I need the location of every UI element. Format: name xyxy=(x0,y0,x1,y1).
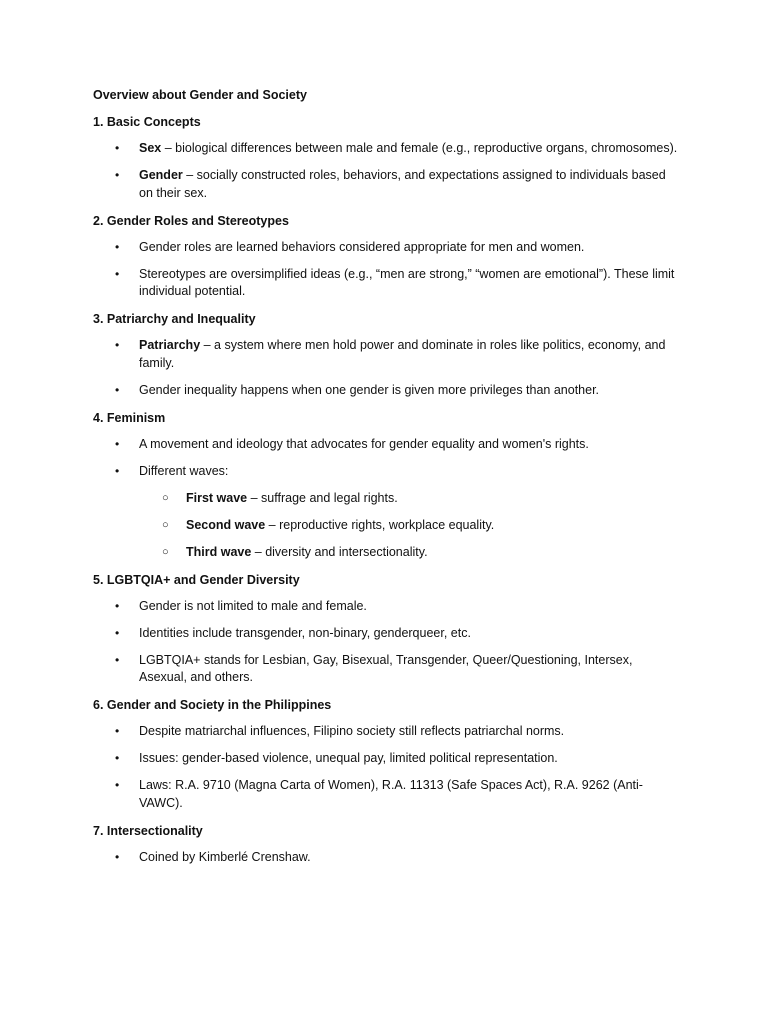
bullet-icon: • xyxy=(115,751,120,765)
bullet-icon: • xyxy=(115,382,120,397)
document-body xyxy=(93,86,683,876)
bullet-icon: • xyxy=(115,625,120,640)
list-item xyxy=(93,436,683,454)
section-heading: 6. Gender and Society in the Philippines xyxy=(93,698,332,712)
sections-container xyxy=(93,113,683,866)
list-item xyxy=(93,463,683,481)
item-text: Different waves: xyxy=(139,463,229,478)
item-text: A movement and ideology that advocates for gender equality and women's rights. xyxy=(139,436,589,451)
section-heading: 5. LGBTQIA+ and Gender Diversity xyxy=(93,572,300,587)
item-text: LGBTQIA+ stands for Lesbian, Gay, Bisexual, Transgender, Queer/Questioning, Intersex, Asexual, and others. xyxy=(139,652,633,684)
list-item xyxy=(93,625,683,643)
section-heading: 4. Feminism xyxy=(93,410,166,425)
item-text: Identities include transgender, non-binary, genderqueer, etc. xyxy=(139,625,471,640)
list-item xyxy=(93,266,683,301)
term-label: First wave xyxy=(186,490,248,505)
sub-list-item xyxy=(93,544,683,562)
bullet-icon: • xyxy=(115,239,120,254)
bullet-list xyxy=(93,723,683,812)
sub-list-item xyxy=(93,517,683,535)
list-item xyxy=(93,849,683,867)
item-text: Issues: gender-based violence, unequal pay, limited political representation. xyxy=(139,751,558,765)
bullet-icon: • xyxy=(115,168,120,182)
bullet-list xyxy=(93,598,683,687)
list-item xyxy=(93,652,683,687)
item-text: Despite matriarchal influences, Filipino society still reflects patriarchal norms. xyxy=(139,724,565,738)
list-item xyxy=(93,140,683,158)
bullet-icon: • xyxy=(115,724,120,738)
item-text: – biological differences between male and female (e.g., reproductive organs, chromosomes). xyxy=(161,141,678,155)
item-text: – suffrage and legal rights. xyxy=(247,490,398,505)
list-item xyxy=(93,239,683,257)
item-text: Laws: R.A. 9710 (Magna Carta of Women), R.A. 11313 (Safe Spaces Act), R.A. 9262 (Anti-VAWC). xyxy=(139,778,643,810)
item-text: Gender is not limited to male and female. xyxy=(139,598,367,613)
term-label: Gender xyxy=(139,168,183,182)
bullet-icon: • xyxy=(115,652,120,667)
section-heading: 7. Intersectionality xyxy=(93,823,203,838)
list-item xyxy=(93,723,683,741)
bullet-list xyxy=(93,436,683,562)
sub-list-item xyxy=(93,490,683,508)
bullet-icon: • xyxy=(115,266,120,281)
list-item xyxy=(93,382,683,400)
bullet-list xyxy=(93,337,683,399)
sub-bullet-list xyxy=(93,490,683,562)
item-text: – diversity and intersectionality. xyxy=(251,544,428,559)
term-label: Patriarchy xyxy=(139,338,201,352)
list-item xyxy=(93,750,683,768)
bullet-list xyxy=(93,140,683,202)
item-text: – a system where men hold power and dominate in roles like politics, economy, and family. xyxy=(139,338,666,370)
item-text: Coined by Kimberlé Crenshaw. xyxy=(139,849,311,864)
circle-bullet-icon: ○ xyxy=(162,545,169,558)
bullet-icon: • xyxy=(115,338,120,352)
list-item xyxy=(93,337,683,372)
section-heading: 3. Patriarchy and Inequality xyxy=(93,312,256,326)
item-text: Gender inequality happens when one gender is given more privileges than another. xyxy=(139,382,600,397)
term-label: Sex xyxy=(139,141,162,155)
bullet-list xyxy=(93,849,683,867)
item-text: Stereotypes are oversimplified ideas (e.g., “men are strong,” “women are emotional”). These limit individual potential. xyxy=(139,266,675,298)
bullet-icon: • xyxy=(115,436,120,451)
section-heading: 2. Gender Roles and Stereotypes xyxy=(93,213,289,228)
list-item xyxy=(93,777,683,812)
circle-bullet-icon: ○ xyxy=(162,518,169,531)
bullet-icon: • xyxy=(115,598,120,613)
item-text: – reproductive rights, workplace equality. xyxy=(265,517,495,532)
section-heading: 1. Basic Concepts xyxy=(93,115,201,129)
term-label: Second wave xyxy=(186,517,266,532)
bullet-icon: • xyxy=(115,463,120,478)
item-text: Gender roles are learned behaviors considered appropriate for men and women. xyxy=(139,239,585,254)
circle-bullet-icon: ○ xyxy=(162,491,169,504)
bullet-list xyxy=(93,239,683,301)
bullet-icon: • xyxy=(115,849,120,864)
list-item xyxy=(93,167,683,202)
list-item xyxy=(93,598,683,616)
term-label: Third wave xyxy=(186,544,252,559)
bullet-icon: • xyxy=(115,141,120,155)
bullet-icon: • xyxy=(115,778,120,792)
document-title: Overview about Gender and Society xyxy=(93,88,307,102)
item-text: – socially constructed roles, behaviors, and expectations assigned to individuals based on their sex. xyxy=(139,168,666,200)
